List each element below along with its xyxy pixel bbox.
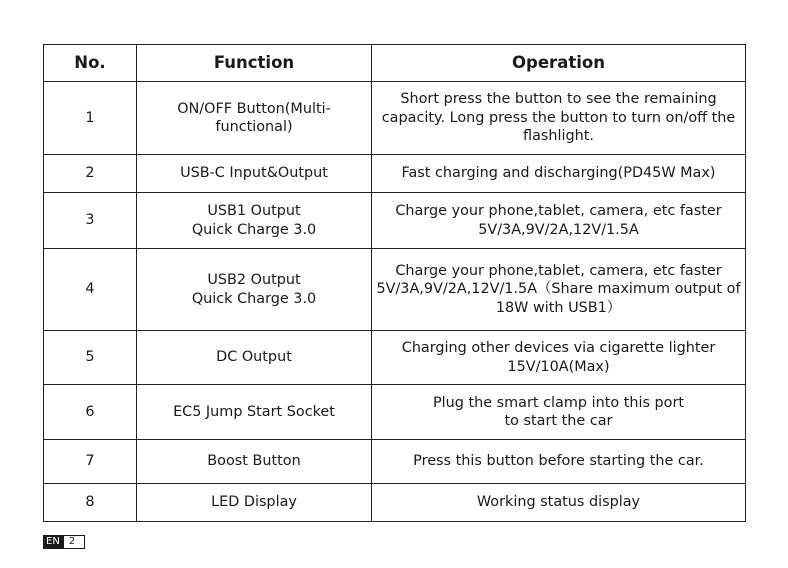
row-operation: Plug the smart clamp into this port to start the car <box>372 385 746 440</box>
row-number: 2 <box>44 155 137 193</box>
table-row <box>44 193 746 249</box>
table-row <box>44 155 746 193</box>
row-number: 5 <box>44 331 137 385</box>
row-function: USB2 Output Quick Charge 3.0 <box>137 249 372 331</box>
row-function: DC Output <box>137 331 372 385</box>
row-function: ON/OFF Button(Multi- functional) <box>137 82 372 155</box>
row-function: Boost Button <box>137 440 372 484</box>
row-operation: Press this button before starting the car. <box>372 440 746 484</box>
table-row <box>44 82 746 155</box>
row-operation: Fast charging and discharging(PD45W Max) <box>372 155 746 193</box>
row-number: 3 <box>44 193 137 249</box>
table-row <box>44 331 746 385</box>
table-row <box>44 249 746 331</box>
row-operation: Short press the button to see the remaining capacity. Long press the button to turn on/off the flashlight. <box>372 82 746 155</box>
row-number: 1 <box>44 82 137 155</box>
table-row <box>44 440 746 484</box>
row-operation: Working status display <box>372 484 746 522</box>
row-function: LED Display <box>137 484 372 522</box>
function-table <box>43 44 746 522</box>
header-operation: Operation <box>372 45 746 82</box>
page-number: 2 <box>63 535 85 549</box>
row-number: 4 <box>44 249 137 331</box>
header-no: No. <box>44 45 137 82</box>
row-operation: Charge your phone,tablet, camera, etc faster 5V/3A,9V/2A,12V/1.5A <box>372 193 746 249</box>
row-function: USB1 Output Quick Charge 3.0 <box>137 193 372 249</box>
header-function: Function <box>137 45 372 82</box>
row-number: 7 <box>44 440 137 484</box>
row-number: 6 <box>44 385 137 440</box>
table-header-row <box>44 45 746 82</box>
row-operation: Charging other devices via cigarette lighter 15V/10A(Max) <box>372 331 746 385</box>
row-operation: Charge your phone,tablet, camera, etc faster 5V/3A,9V/2A,12V/1.5A（Share maximum output of 18W with USB1） <box>372 249 746 331</box>
table-row <box>44 385 746 440</box>
row-number: 8 <box>44 484 137 522</box>
row-function: EC5 Jump Start Socket <box>137 385 372 440</box>
row-function: USB-C Input&Output <box>137 155 372 193</box>
language-badge: EN <box>43 535 63 549</box>
page-footer <box>43 535 85 549</box>
table-row <box>44 484 746 522</box>
